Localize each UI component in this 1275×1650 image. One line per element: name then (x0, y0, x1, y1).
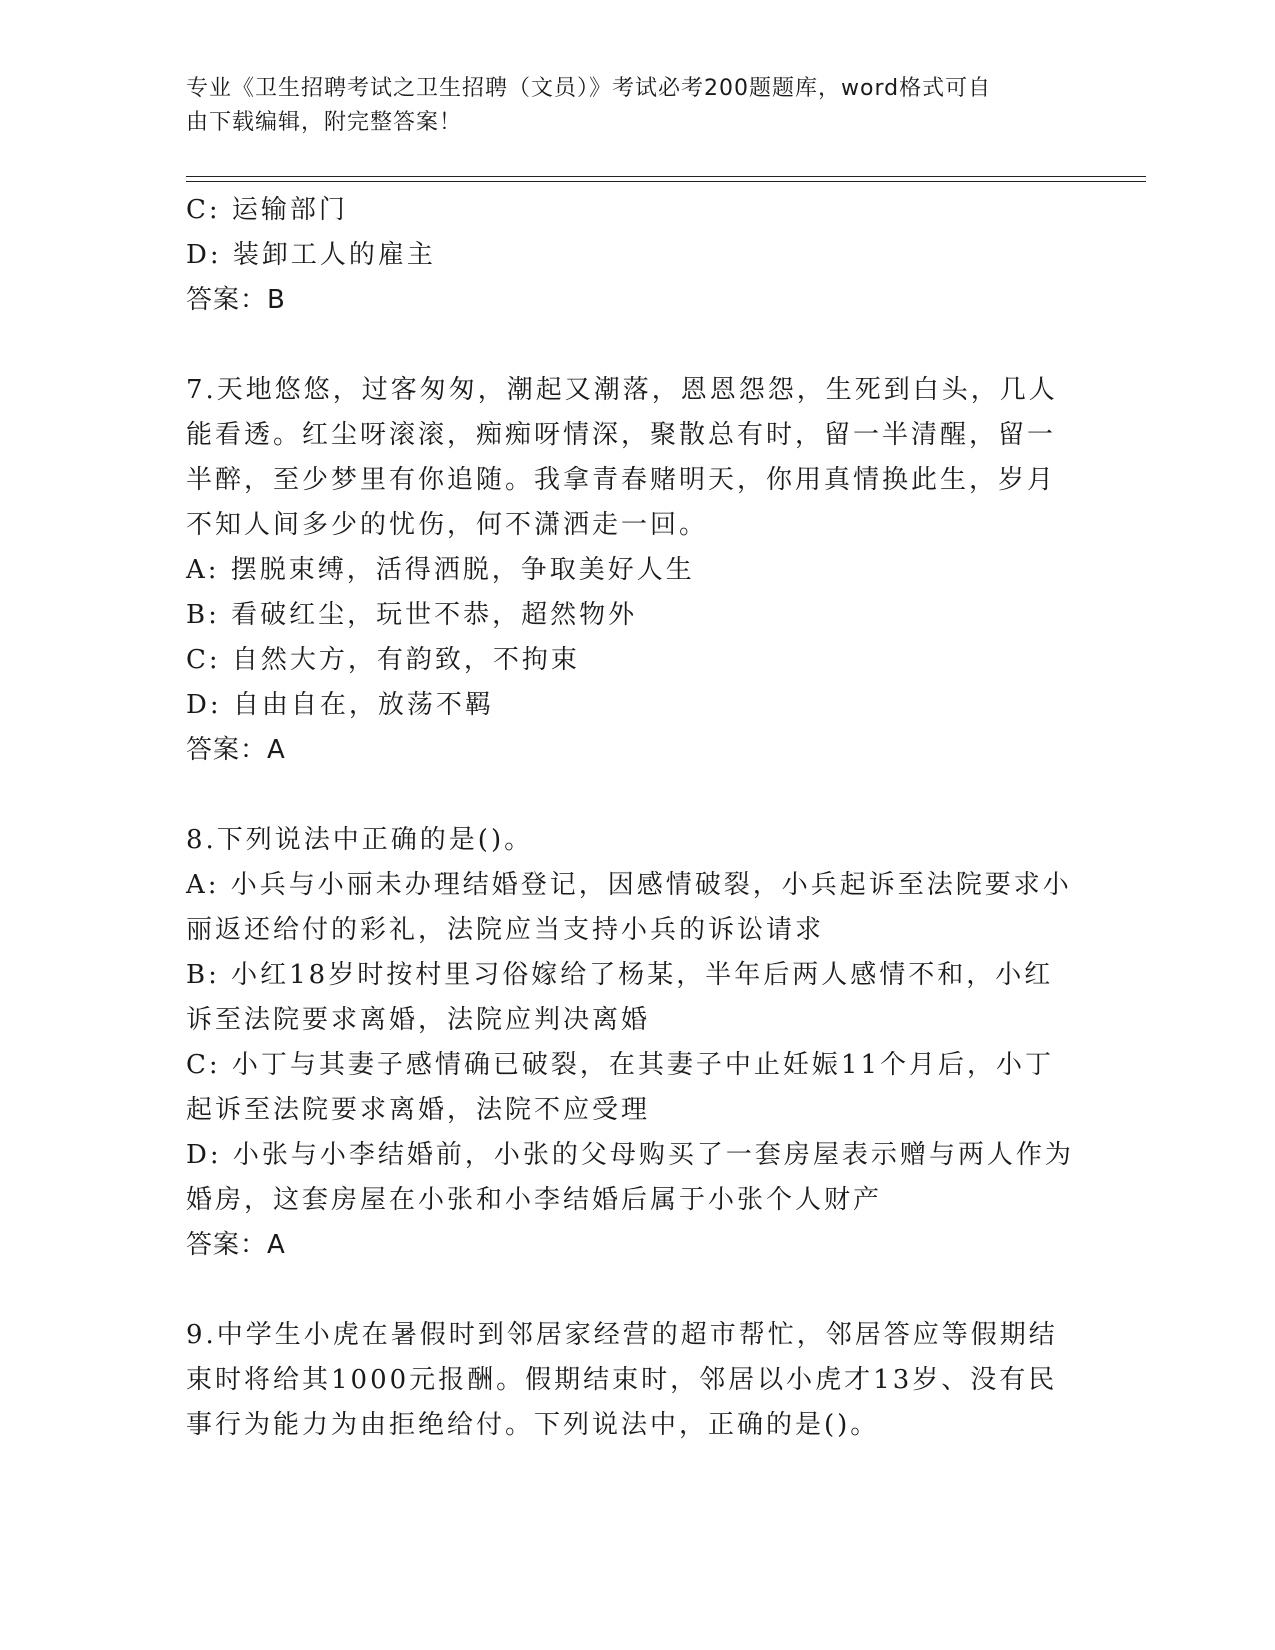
answer: 答案：A (186, 735, 286, 765)
header-line-1: 专业《卫生招聘考试之卫生招聘（文员）》考试必考200题题库，word格式可自 (186, 76, 992, 101)
header-divider-bottom (186, 181, 1146, 182)
question-text-line: 半醉，至少梦里有你追随。我拿青春赌明天，你用真情换此生，岁月 (186, 465, 1057, 495)
spacer (186, 1268, 1086, 1313)
question-text-line: 9.中学生小虎在暑假时到邻居家经营的超市帮忙，邻居答应等假期结 (186, 1320, 1058, 1350)
option-d-continued: 婚房，这套房屋在小张和小李结婚后属于小张个人财产 (186, 1185, 883, 1215)
question-text-line: 不知人间多少的忧伤，何不潇洒走一回。 (186, 510, 709, 540)
document-body (186, 188, 1086, 1448)
spacer (186, 773, 1086, 818)
question-6-tail (186, 188, 1086, 323)
question-text-line: 束时将给其1000元报酬。假期结束时，邻居以小虎才13岁、没有民 (186, 1365, 1058, 1395)
option-b: B: 看破红尘，玩世不恭，超然物外 (186, 600, 638, 630)
question-text-line: 7.天地悠悠，过客匆匆，潮起又潮落，恩恩怨怨，生死到白头，几人 (186, 375, 1058, 405)
option-c: C: 运输部门 (186, 195, 348, 225)
question-8 (186, 818, 1086, 1268)
option-d: D: 小张与小李结婚前，小张的父母购买了一套房屋表示赠与两人作为 (186, 1140, 1074, 1170)
option-a: A: 小兵与小丽未办理结婚登记，因感情破裂，小兵起诉至法院要求小 (186, 870, 1072, 900)
option-d: D: 装卸工人的雇主 (186, 240, 436, 270)
header-line-2: 由下载编辑，附完整答案！ (186, 110, 463, 135)
question-text-line: 能看透。红尘呀滚滚，痴痴呀情深，聚散总有时，留一半清醒，留一 (186, 420, 1057, 450)
option-c: C: 自然大方，有韵致，不拘束 (186, 645, 580, 675)
option-b-continued: 诉至法院要求离婚，法院应判决离婚 (186, 1005, 651, 1035)
answer: 答案：A (186, 1230, 286, 1260)
question-9 (186, 1313, 1086, 1448)
option-a: A: 摆脱束缚，活得洒脱，争取美好人生 (186, 555, 695, 585)
option-d: D: 自由自在，放荡不羁 (186, 690, 494, 720)
question-text-line: 事行为能力为由拒绝给付。下列说法中，正确的是()。 (186, 1410, 880, 1440)
option-c-continued: 起诉至法院要求离婚，法院不应受理 (186, 1095, 651, 1125)
option-a-continued: 丽返还给付的彩礼，法院应当支持小兵的诉讼请求 (186, 915, 825, 945)
spacer (186, 323, 1086, 368)
answer: 答案：B (186, 285, 286, 315)
option-b: B: 小红18岁时按村里习俗嫁给了杨某，半年后两人感情不和，小红 (186, 960, 1054, 990)
header-divider-top (186, 176, 1146, 177)
question-7 (186, 368, 1086, 773)
document-header (186, 72, 1086, 140)
question-text-line: 8.下列说法中正确的是()。 (186, 825, 534, 855)
option-c: C: 小丁与其妻子感情确已破裂，在其妻子中止妊娠11个月后，小丁 (186, 1050, 1055, 1080)
